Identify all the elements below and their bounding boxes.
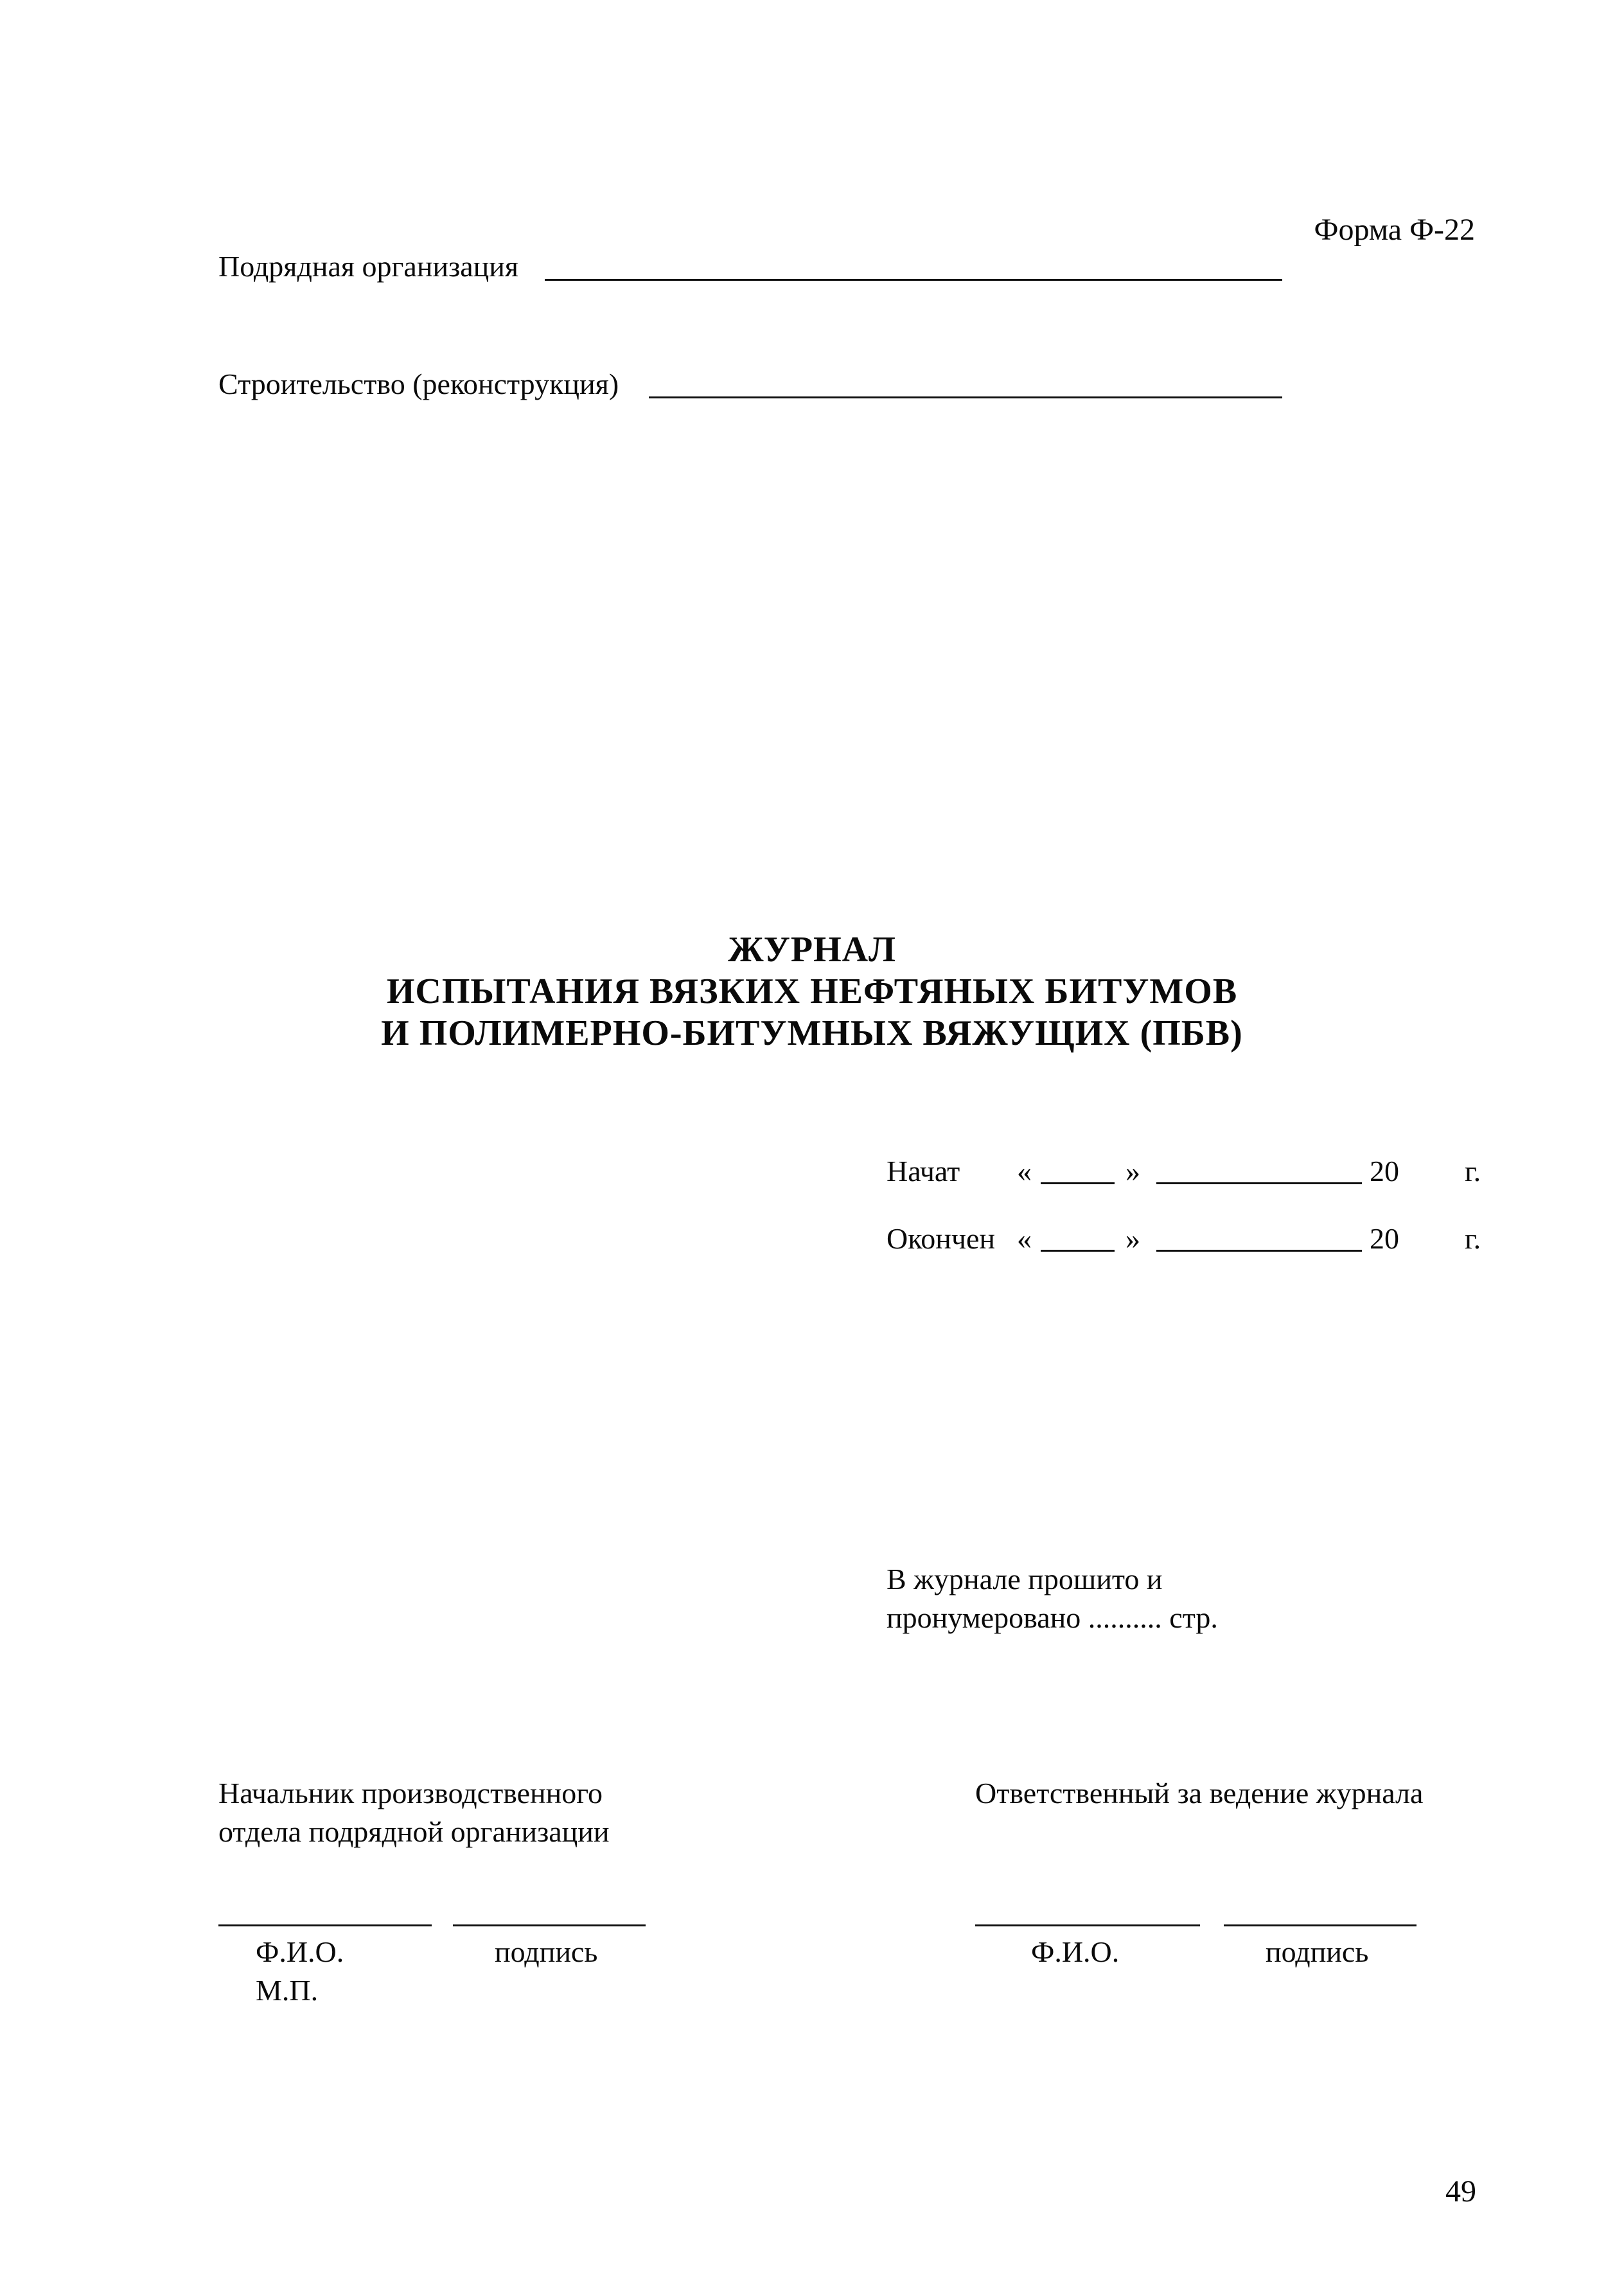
- binding-note-line1: В журнале прошито и: [887, 1563, 1163, 1595]
- contractor-field-line[interactable]: [545, 279, 1282, 281]
- page-number: 49: [1445, 2174, 1476, 2208]
- finished-quote-close: »: [1125, 1222, 1140, 1255]
- started-quote-open: «: [1017, 1155, 1032, 1187]
- left-fio-label: Ф.И.О.: [256, 1935, 344, 1968]
- right-signer-title: Ответственный за ведение журнала: [975, 1777, 1424, 1809]
- left-signature-label: подпись: [495, 1935, 598, 1968]
- journal-title: ЖУРНАЛ: [728, 930, 896, 970]
- right-signature-field[interactable]: [1224, 1924, 1417, 1926]
- journal-subtitle-1: ИСПЫТАНИЯ ВЯЗКИХ НЕФТЯНЫХ БИТУМОВ: [386, 972, 1238, 1011]
- started-quote-close: »: [1125, 1155, 1140, 1187]
- right-signature-label: подпись: [1266, 1935, 1369, 1968]
- finished-label: Окончен: [887, 1222, 996, 1255]
- started-day-field[interactable]: [1041, 1182, 1115, 1184]
- started-year-suffix: г.: [1465, 1155, 1481, 1187]
- left-signer-title-line2: отдела подрядной организации: [218, 1815, 610, 1848]
- right-fio-label: Ф.И.О.: [1031, 1935, 1120, 1968]
- started-label: Начат: [887, 1155, 960, 1187]
- construction-field-line[interactable]: [649, 396, 1282, 398]
- finished-year-suffix: г.: [1465, 1222, 1481, 1255]
- finished-century: 20: [1370, 1222, 1399, 1255]
- started-month-field[interactable]: [1156, 1182, 1362, 1184]
- form-code: Форма Ф-22: [1314, 213, 1475, 247]
- finished-day-field[interactable]: [1041, 1250, 1115, 1252]
- finished-month-field[interactable]: [1156, 1250, 1362, 1252]
- started-century: 20: [1370, 1155, 1399, 1187]
- construction-label: Строительство (реконструкция): [218, 368, 619, 400]
- right-fio-field[interactable]: [975, 1924, 1200, 1926]
- journal-subtitle-2: И ПОЛИМЕРНО-БИТУМНЫХ ВЯЖУЩИХ (ПБВ): [381, 1013, 1243, 1053]
- binding-note-line2: пронумеровано .......... стр.: [887, 1601, 1218, 1634]
- contractor-label: Подрядная организация: [218, 250, 519, 283]
- left-signer-title-line1: Начальник производственного: [218, 1777, 603, 1809]
- left-signature-field[interactable]: [453, 1924, 646, 1926]
- finished-quote-open: «: [1017, 1222, 1032, 1255]
- left-fio-field[interactable]: [218, 1924, 432, 1926]
- stamp-label: М.П.: [256, 1974, 319, 2007]
